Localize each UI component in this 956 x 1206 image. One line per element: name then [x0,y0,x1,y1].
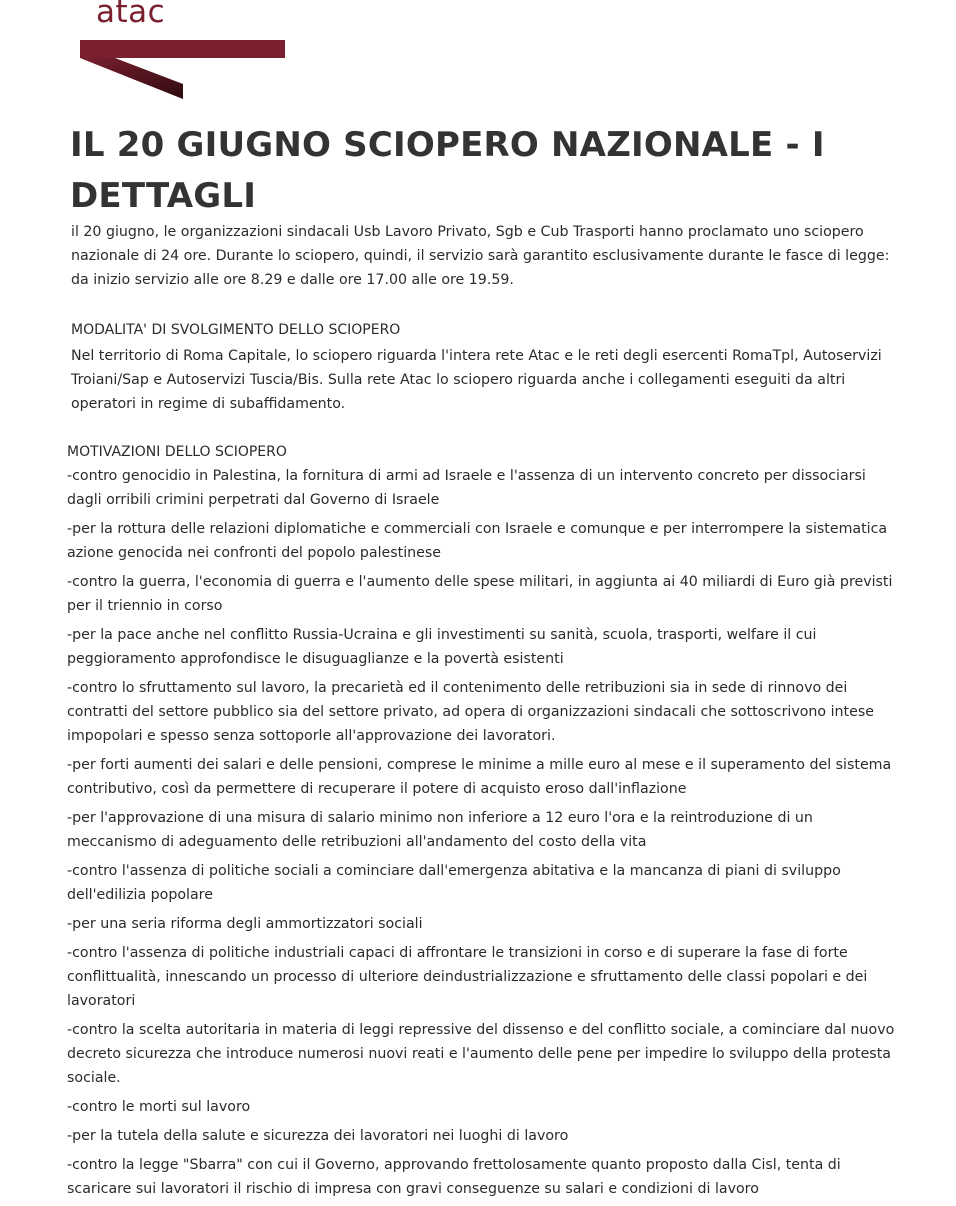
section-heading-modalita: MODALITA' DI SVOLGIMENTO DELLO SCIOPERO [71,322,401,338]
section-heading-motivazioni: MOTIVAZIONI DELLO SCIOPERO [67,444,287,460]
list-item: -per la rottura delle relazioni diplomatiche e commerciali con Israele e comunque e per interrompere la sistematica azione genocida nei confronti del popolo palestinese [67,521,888,561]
intro-paragraph: il 20 giugno, le organizzazioni sindacali Usb Lavoro Privato, Sgb e Cub Trasporti hanno proclamato uno sciopero nazionale di 24 ore. Durante lo sciopero, quindi, il servizio sarà garantito esclusivamente durante le fasce di legge: da inizio servizio alle ore 8.29 e dalle ore 17.00 alle ore 19.59. [71,224,890,288]
list-item: -contro le morti sul lavoro [67,1099,251,1115]
list-item: -contro l'assenza di politiche sociali a cominciare dall'emergenza abitativa e la mancanza di piani di sviluppo dell'edilizia popolare [67,863,841,903]
motivations-list [67,464,897,1201]
logo-ribbon-icon [80,0,290,100]
list-item: -contro la legge "Sbarra" con cui il Governo, approvando frettolosamente quanto proposto dalla Cisl, tenta di scaricare sui lavoratori il rischio di impresa con gravi conseguenze su salari e condizioni di lavoro [67,1157,841,1197]
list-item: -contro l'assenza di politiche industriali capaci di affrontare le transizioni in corso e di superare la fase di forte conflittualità, innescando un processo di ulteriore deindustrializzazione e sfruttamento delle classi popolari e dei lavoratori [67,945,868,1009]
list-item: -contro la scelta autoritaria in materia di leggi repressive del dissenso e del conflitto sociale, a cominciare dal nuovo decreto sicurezza che introduce numerosi nuovi reati e l'aumento delle pene per impedire lo sviluppo della protesta sociale. [67,1022,895,1086]
page-title: IL 20 GIUGNO SCIOPERO NAZIONALE - I DETTAGLI [70,125,825,216]
list-item: -per forti aumenti dei salari e delle pensioni, comprese le minime a mille euro al mese e il superamento del sistema contributivo, così da permettere di recuperare il potere di acquisto eroso dall'inflazione [67,757,892,797]
article-body [67,220,897,1206]
list-item: -contro lo sfruttamento sul lavoro, la precarietà ed il contenimento delle retribuzioni sia in sede di rinnovo dei contratti del settore pubblico sia del settore privato, ad opera di organizzazioni sindacali che sottoscrivono intese impopolari e spesso senza sottoporle all'approvazione dei lavoratori. [67,680,874,744]
section-paragraph-modalita: Nel territorio di Roma Capitale, lo sciopero riguarda l'intera rete Atac e le reti degli esercenti RomaTpl, Autoservizi Troiani/Sap e Autoservizi Tuscia/Bis. Sulla rete Atac lo sciopero riguarda anche i collegamenti eseguiti da altri operatori in regime di subaffidamento. [71,348,882,412]
atac-logo[interactable] [80,0,290,100]
list-item: -per la tutela della salute e sicurezza dei lavoratori nei luoghi di lavoro [67,1128,569,1144]
logo-wordmark: atac [96,0,166,30]
list-item: -contro la guerra, l'economia di guerra e l'aumento delle spese militari, in aggiunta ai 40 miliardi di Euro già previsti per il triennio in corso [67,574,893,614]
list-item: -per l'approvazione di una misura di salario minimo non inferiore a 12 euro l'ora e la reintroduzione di un meccanismo di adeguamento delle retribuzioni all'andamento del costo della vita [67,810,813,850]
list-item: -per la pace anche nel conflitto Russia-Ucraina e gli investimenti su sanità, scuola, trasporti, welfare il cui peggioramento approfondisce le disuguaglianze e la povertà esistenti [67,627,817,667]
list-item: -contro genocidio in Palestina, la fornitura di armi ad Israele e l'assenza di un intervento concreto per dissociarsi dagli orribili crimini perpetrati dal Governo di Israele [67,468,866,508]
list-item: -per una seria riforma degli ammortizzatori sociali [67,916,423,932]
